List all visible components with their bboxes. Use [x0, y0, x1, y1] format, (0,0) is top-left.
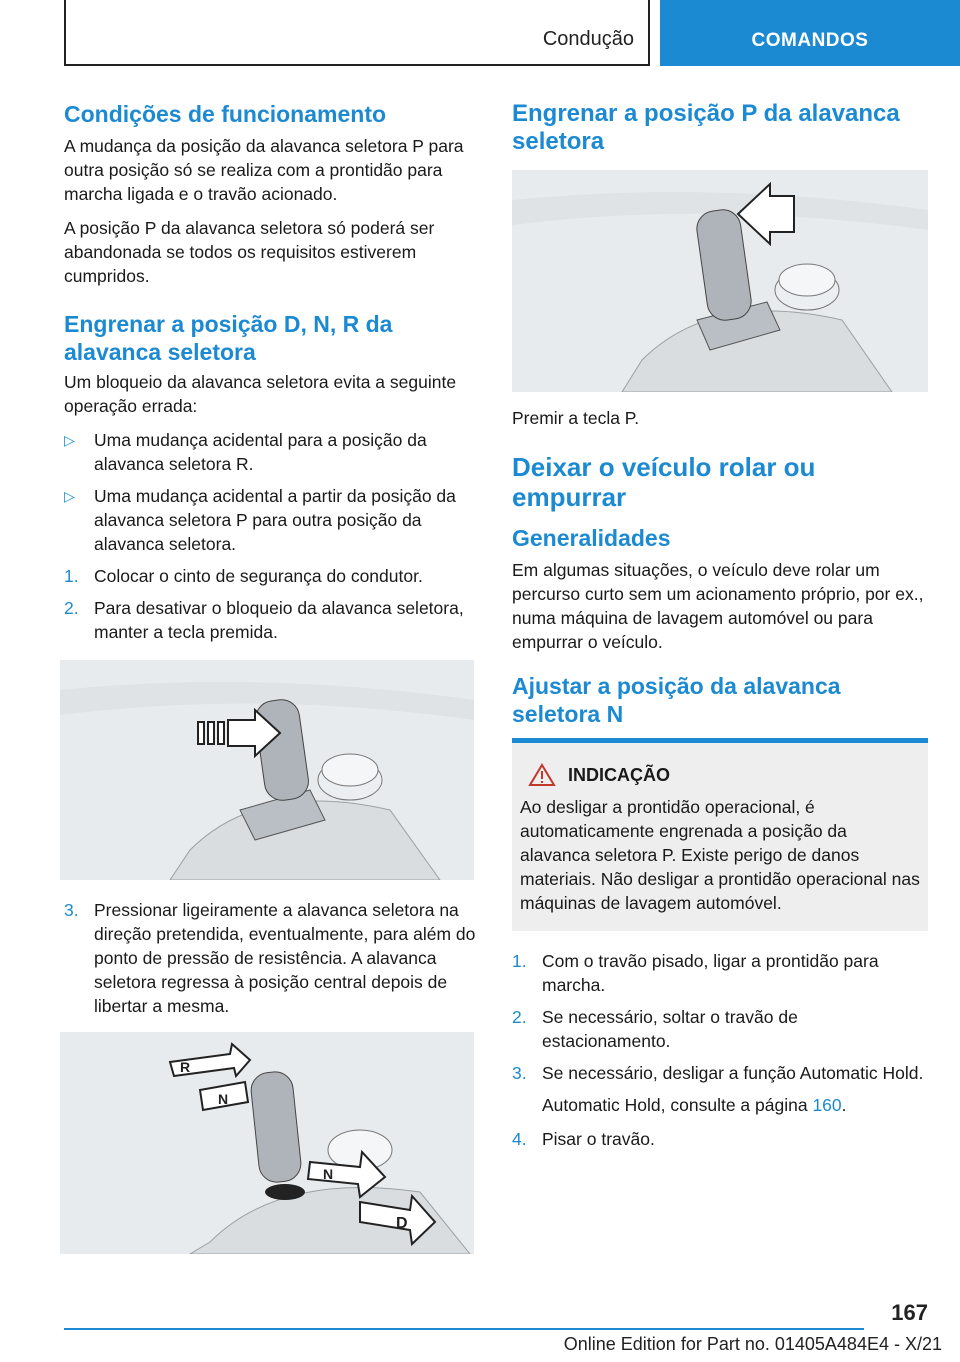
list-item: 1. Com o travão pisado, ligar a prontidão para marcha.	[512, 951, 879, 995]
paragraph-conditions-1: A mudança da posição da alavanca seletora P para outra posição só se realiza com a prontidão para marcha ligada e o travão acionado.	[64, 136, 464, 204]
heading-adjust-n: Ajustar a posição da alavanca seletora N	[512, 673, 841, 727]
triangle-bullet-icon: ▷	[64, 432, 75, 448]
list-item: ▷ Uma mudança acidental a partir da posição da alavanca seletora P para outra posição da alavanca seletora.	[64, 486, 456, 554]
section-title: COMANDOS	[751, 30, 869, 51]
caption-p: Premir a tecla P.	[512, 408, 640, 428]
heading-general: Generalidades	[512, 525, 671, 551]
label-r: R	[180, 1059, 191, 1075]
footer-divider	[64, 1328, 864, 1330]
triangle-bullet-icon: ▷	[64, 488, 75, 504]
figure-p-button	[512, 170, 928, 392]
heading-conditions: Condições de funcionamento	[64, 101, 387, 127]
note-box	[512, 738, 928, 931]
heading-engage-p: Engrenar a posição P da alavanca seletora	[512, 100, 900, 155]
list-item: 3. Pressionar ligeiramente a alavanca seletora na direção pretendida, eventualmente, para além do ponto de pressão de resistência. A alavanca seletora regressa à posição central depois de libertar a mesma.	[64, 900, 476, 1016]
list-item: 2. Para desativar o bloqueio da alavanca seletora, manter a tecla premida.	[64, 598, 464, 642]
bullet-list	[64, 428, 478, 644]
left-column	[64, 100, 478, 1254]
label-d: D	[396, 1215, 408, 1232]
list-item: 4. Pisar o travão.	[512, 1129, 655, 1149]
note-title: INDICAÇÃO	[568, 764, 670, 785]
heading-engage-dnr: Engrenar a posição D, N, R da alavanca seletora	[64, 311, 393, 365]
list-item: 3. Se necessário, desligar a função Automatic Hold.	[512, 1063, 924, 1083]
section-tab	[660, 0, 960, 66]
label-n-bottom: N	[323, 1166, 334, 1182]
right-column	[512, 100, 928, 1159]
heading-roll: Deixar o veículo rolar ou empurrar	[512, 452, 816, 512]
paragraph-general: Em algumas situações, o veículo deve rolar um percurso curto sem um acionamento próprio, por ex., numa máquina de lavagem automóvel ou para empurrar o veículo.	[512, 560, 924, 652]
warning-icon	[528, 763, 556, 787]
step-list	[64, 898, 478, 1018]
list-item: 2. Se necessário, soltar o travão de estacionamento.	[512, 1007, 798, 1051]
figure-selector-button	[60, 660, 474, 880]
step-list-right	[512, 949, 928, 1085]
page-number: 167	[891, 1300, 928, 1325]
chapter-tab	[64, 0, 650, 66]
note-text: Ao desligar a prontidão operacional, é automaticamente engrenada a posição da alavanca seletora P. Existe perigo de danos materiais. Não desligar a prontidão operacional nas máquinas de lavagem automóvel.	[520, 797, 920, 913]
step-list-right-end	[512, 1127, 928, 1151]
list-item: 1. Colocar o cinto de segurança do condutor.	[64, 566, 423, 586]
list-item: ▷ Uma mudança acidental para a posição da alavanca seletora R.	[64, 430, 427, 474]
footer-edition: Online Edition for Part no. 01405A484E4 - X/21	[563, 1334, 942, 1354]
paragraph-engage-dnr: Um bloqueio da alavanca seletora evita a seguinte operação errada:	[64, 372, 457, 416]
page-reference: Automatic Hold, consulte a página 160.	[542, 1095, 847, 1115]
figure-selector-positions	[60, 1032, 474, 1254]
paragraph-conditions-2: A posição P da alavanca seletora só poderá ser abandonada se todos os requisitos estiverem cumpridos.	[64, 218, 435, 286]
label-n-top: N	[218, 1091, 229, 1107]
page-link[interactable]: 160	[812, 1095, 842, 1115]
chapter-title: Condução	[542, 28, 634, 50]
